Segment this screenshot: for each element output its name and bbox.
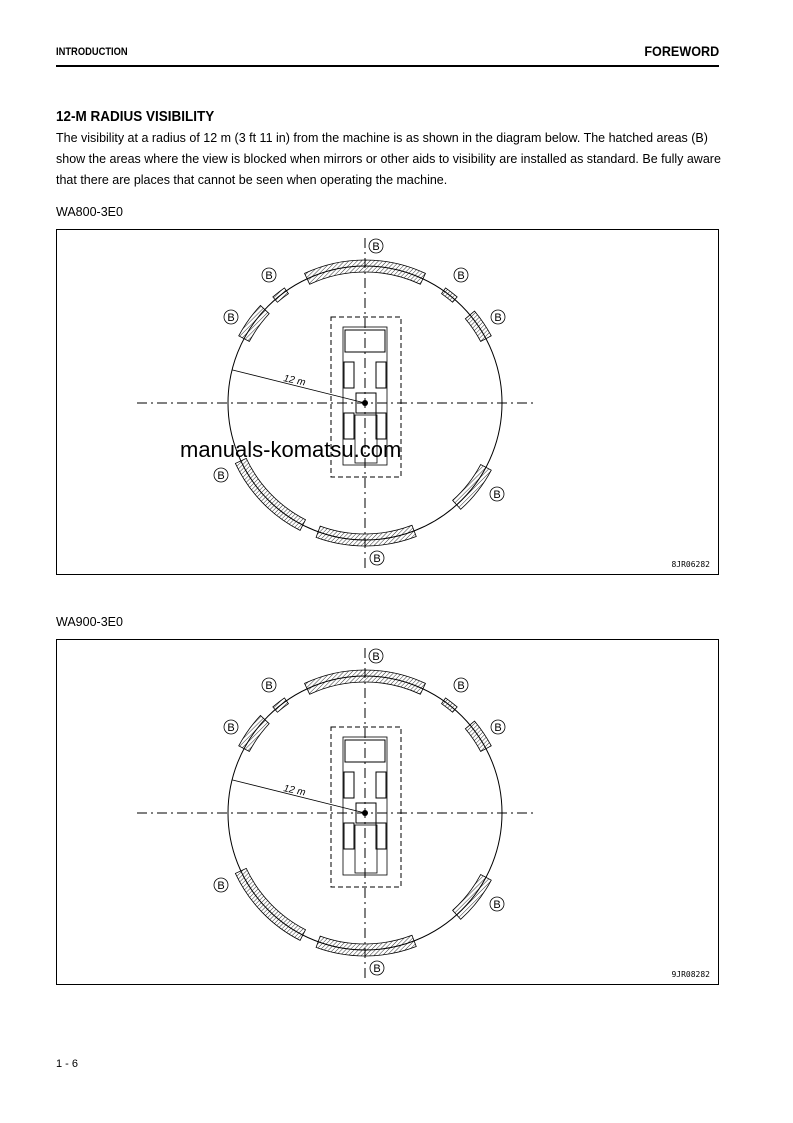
visibility-diagram <box>57 230 718 574</box>
blind-zone-hatch <box>465 311 491 341</box>
blind-zone-hatch <box>442 288 458 302</box>
svg-text:B: B <box>265 680 273 692</box>
zone-label-b <box>454 268 468 282</box>
svg-text:B: B <box>457 680 465 692</box>
blind-zone-hatch <box>239 305 269 341</box>
zone-label-b <box>262 268 276 282</box>
zone-label-b <box>370 551 384 565</box>
zone-label-b <box>214 878 228 892</box>
blind-zone-hatch <box>316 935 416 956</box>
svg-text:B: B <box>494 312 502 324</box>
zone-label-b <box>491 310 505 324</box>
blind-zone-hatch <box>316 525 416 546</box>
svg-text:B: B <box>227 722 235 734</box>
blind-zone-hatch <box>239 715 269 751</box>
diagram-wa900 <box>56 639 719 985</box>
svg-text:B: B <box>372 651 380 663</box>
zone-label-b <box>490 897 504 911</box>
zone-label-b <box>370 961 384 975</box>
svg-text:B: B <box>372 241 380 253</box>
blind-zone-hatch <box>273 288 289 302</box>
zone-label-b <box>262 678 276 692</box>
watermark: manuals-komatsu.com <box>180 437 402 462</box>
zone-label-b <box>491 720 505 734</box>
radius-label: 12 m <box>282 373 307 389</box>
front-left-tire <box>344 362 354 388</box>
header-chapter: FOREWORD <box>644 43 719 59</box>
svg-text:B: B <box>217 470 225 482</box>
svg-text:B: B <box>265 270 273 282</box>
zone-label-b <box>224 310 238 324</box>
rear-left-tire <box>344 823 354 849</box>
blind-zone-hatch <box>465 721 491 751</box>
front-right-tire <box>376 772 386 798</box>
zone-label-b <box>214 468 228 482</box>
zone-label-b <box>369 239 383 253</box>
page-number: 1 - 6 <box>56 1058 79 1070</box>
zone-label-b <box>490 487 504 501</box>
svg-text:B: B <box>373 553 381 565</box>
blind-zone-hatch <box>442 698 458 712</box>
figure-code: 9JR08282 <box>671 970 710 979</box>
zone-label-b <box>454 678 468 692</box>
svg-text:B: B <box>493 489 501 501</box>
blind-zone-hatch <box>453 875 492 920</box>
blind-zone-hatch <box>273 698 289 712</box>
figure-code: 8JR06282 <box>671 560 710 569</box>
svg-text:B: B <box>217 880 225 892</box>
svg-text:B: B <box>373 963 381 975</box>
visibility-diagram <box>57 640 718 984</box>
svg-text:B: B <box>227 312 235 324</box>
diagram-caption-wa900: WA900-3E0 <box>56 615 123 629</box>
front-left-tire <box>344 772 354 798</box>
zone-label-b <box>224 720 238 734</box>
blind-zone-hatch <box>235 458 305 530</box>
diagram-caption-wa800: WA800-3E0 <box>56 205 123 219</box>
front-right-tire <box>376 362 386 388</box>
svg-text:B: B <box>493 899 501 911</box>
radius-label: 12 m <box>282 783 307 799</box>
zone-label-b <box>369 649 383 663</box>
header-section: INTRODUCTION <box>56 46 128 58</box>
svg-text:B: B <box>457 270 465 282</box>
body-text: The visibility at a radius of 12 m (3 ft 11 in) from the machine is as shown in the diagram below. The hatched areas (B) show the areas where the view is blocked when mirrors or other aids to visibility are installed as standard. Be fully aware that there are places that cannot be seen when operating the machine. <box>56 131 721 187</box>
blind-zone-hatch <box>453 465 492 510</box>
section-title: 12-M RADIUS VISIBILITY <box>56 108 215 125</box>
diagram-wa800 <box>56 229 719 575</box>
rear-frame <box>355 825 377 873</box>
header-rule <box>56 65 719 67</box>
rear-left-tire <box>344 413 354 439</box>
svg-text:B: B <box>494 722 502 734</box>
rear-right-tire <box>376 413 386 439</box>
rear-right-tire <box>376 823 386 849</box>
blind-zone-hatch <box>235 868 305 940</box>
